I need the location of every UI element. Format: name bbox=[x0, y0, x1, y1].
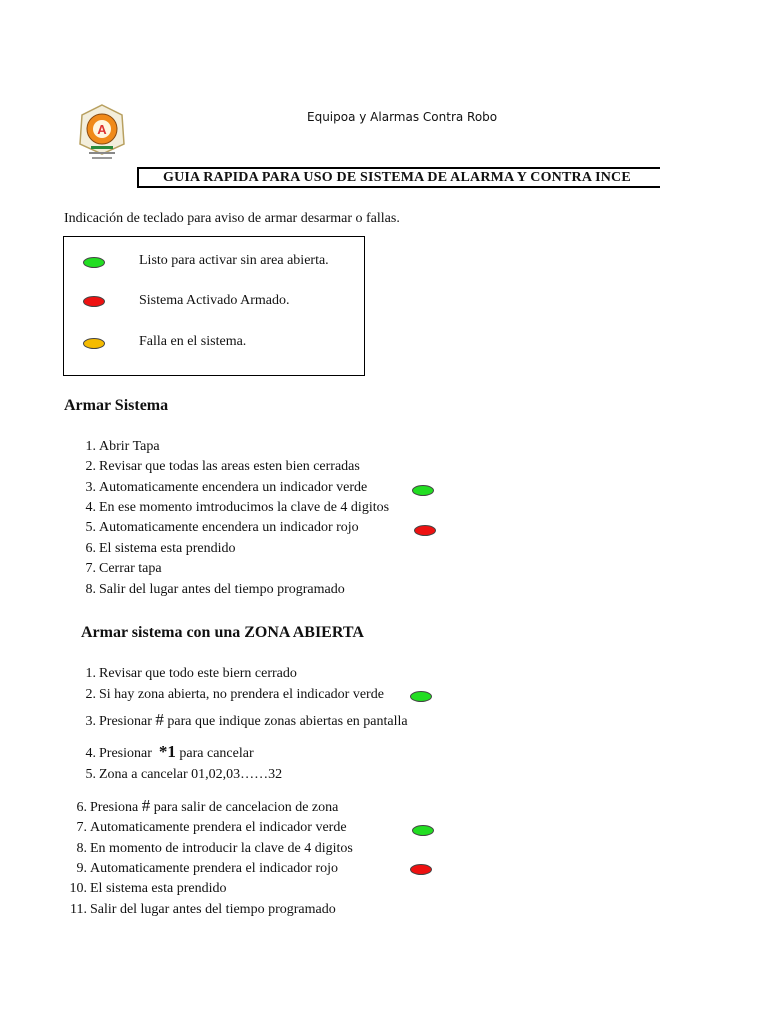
legend-label-red: Sistema Activado Armado. bbox=[139, 293, 290, 308]
list-item: 1. Revisar que todo este biern cerrado bbox=[85, 666, 297, 681]
list-item: 8. Salir del lugar antes del tiempo programado bbox=[85, 582, 345, 597]
list-item: 2. Revisar que todas las areas esten bien cerradas bbox=[85, 459, 360, 474]
legend-label-green: Listo para activar sin area abierta. bbox=[139, 253, 329, 268]
green-indicator-icon bbox=[410, 691, 432, 702]
list-item: 5. Zona a cancelar 01,02,03……32 bbox=[85, 767, 283, 782]
list-item: 6. El sistema esta prendido bbox=[85, 541, 236, 556]
list-item: 6. Presiona # para salir de cancelacion de zona bbox=[76, 796, 339, 815]
list-item: 2. Si hay zona abierta, no prendera el indicador verde bbox=[85, 687, 384, 702]
yellow-indicator-icon bbox=[83, 338, 105, 349]
page-title-box bbox=[137, 167, 660, 188]
page-title: GUIA RAPIDA PARA USO DE SISTEMA DE ALARMA Y CONTRA INCE bbox=[163, 170, 631, 185]
list-item: 3. Automaticamente encendera un indicador verde bbox=[85, 480, 368, 495]
svg-text:A: A bbox=[97, 122, 107, 137]
list-item: 10. El sistema esta prendido bbox=[69, 881, 227, 896]
list-item: 8. En momento de introducir la clave de 4 digitos bbox=[76, 841, 353, 856]
red-indicator-icon bbox=[410, 864, 432, 875]
list-item: 7. Automaticamente prendera el indicador verde bbox=[76, 820, 347, 835]
list-item: 7. Cerrar tapa bbox=[85, 561, 162, 576]
green-indicator-icon bbox=[412, 485, 434, 496]
list-item: 11. Salir del lugar antes del tiempo programado bbox=[70, 902, 336, 917]
list-item: 4. En ese momento imtroducimos la clave de 4 digitos bbox=[85, 500, 390, 515]
green-indicator-icon bbox=[83, 257, 105, 268]
company-logo bbox=[78, 104, 126, 166]
intro-text: Indicación de teclado para aviso de armar desarmar o fallas. bbox=[64, 211, 400, 226]
legend-label-yellow: Falla en el sistema. bbox=[139, 334, 247, 349]
list-item: 4. Presionar *1 para cancelar bbox=[85, 742, 254, 761]
list-item: 3. Presionar # para que indique zonas abiertas en pantalla bbox=[85, 710, 408, 729]
red-indicator-icon bbox=[83, 296, 105, 307]
list-item: 5. Automaticamente encendera un indicador rojo bbox=[85, 520, 359, 535]
section-heading-zona-abierta: Armar sistema con una ZONA ABIERTA bbox=[81, 624, 364, 641]
green-indicator-icon bbox=[412, 825, 434, 836]
list-item: 9. Automaticamente prendera el indicador rojo bbox=[76, 861, 339, 876]
red-indicator-icon bbox=[414, 525, 436, 536]
list-item: 1. Abrir Tapa bbox=[85, 439, 160, 454]
section-heading-armar-sistema: Armar Sistema bbox=[64, 397, 169, 414]
company-name: Equipoa y Alarmas Contra Robo bbox=[307, 110, 498, 124]
indicator-legend bbox=[63, 236, 365, 376]
